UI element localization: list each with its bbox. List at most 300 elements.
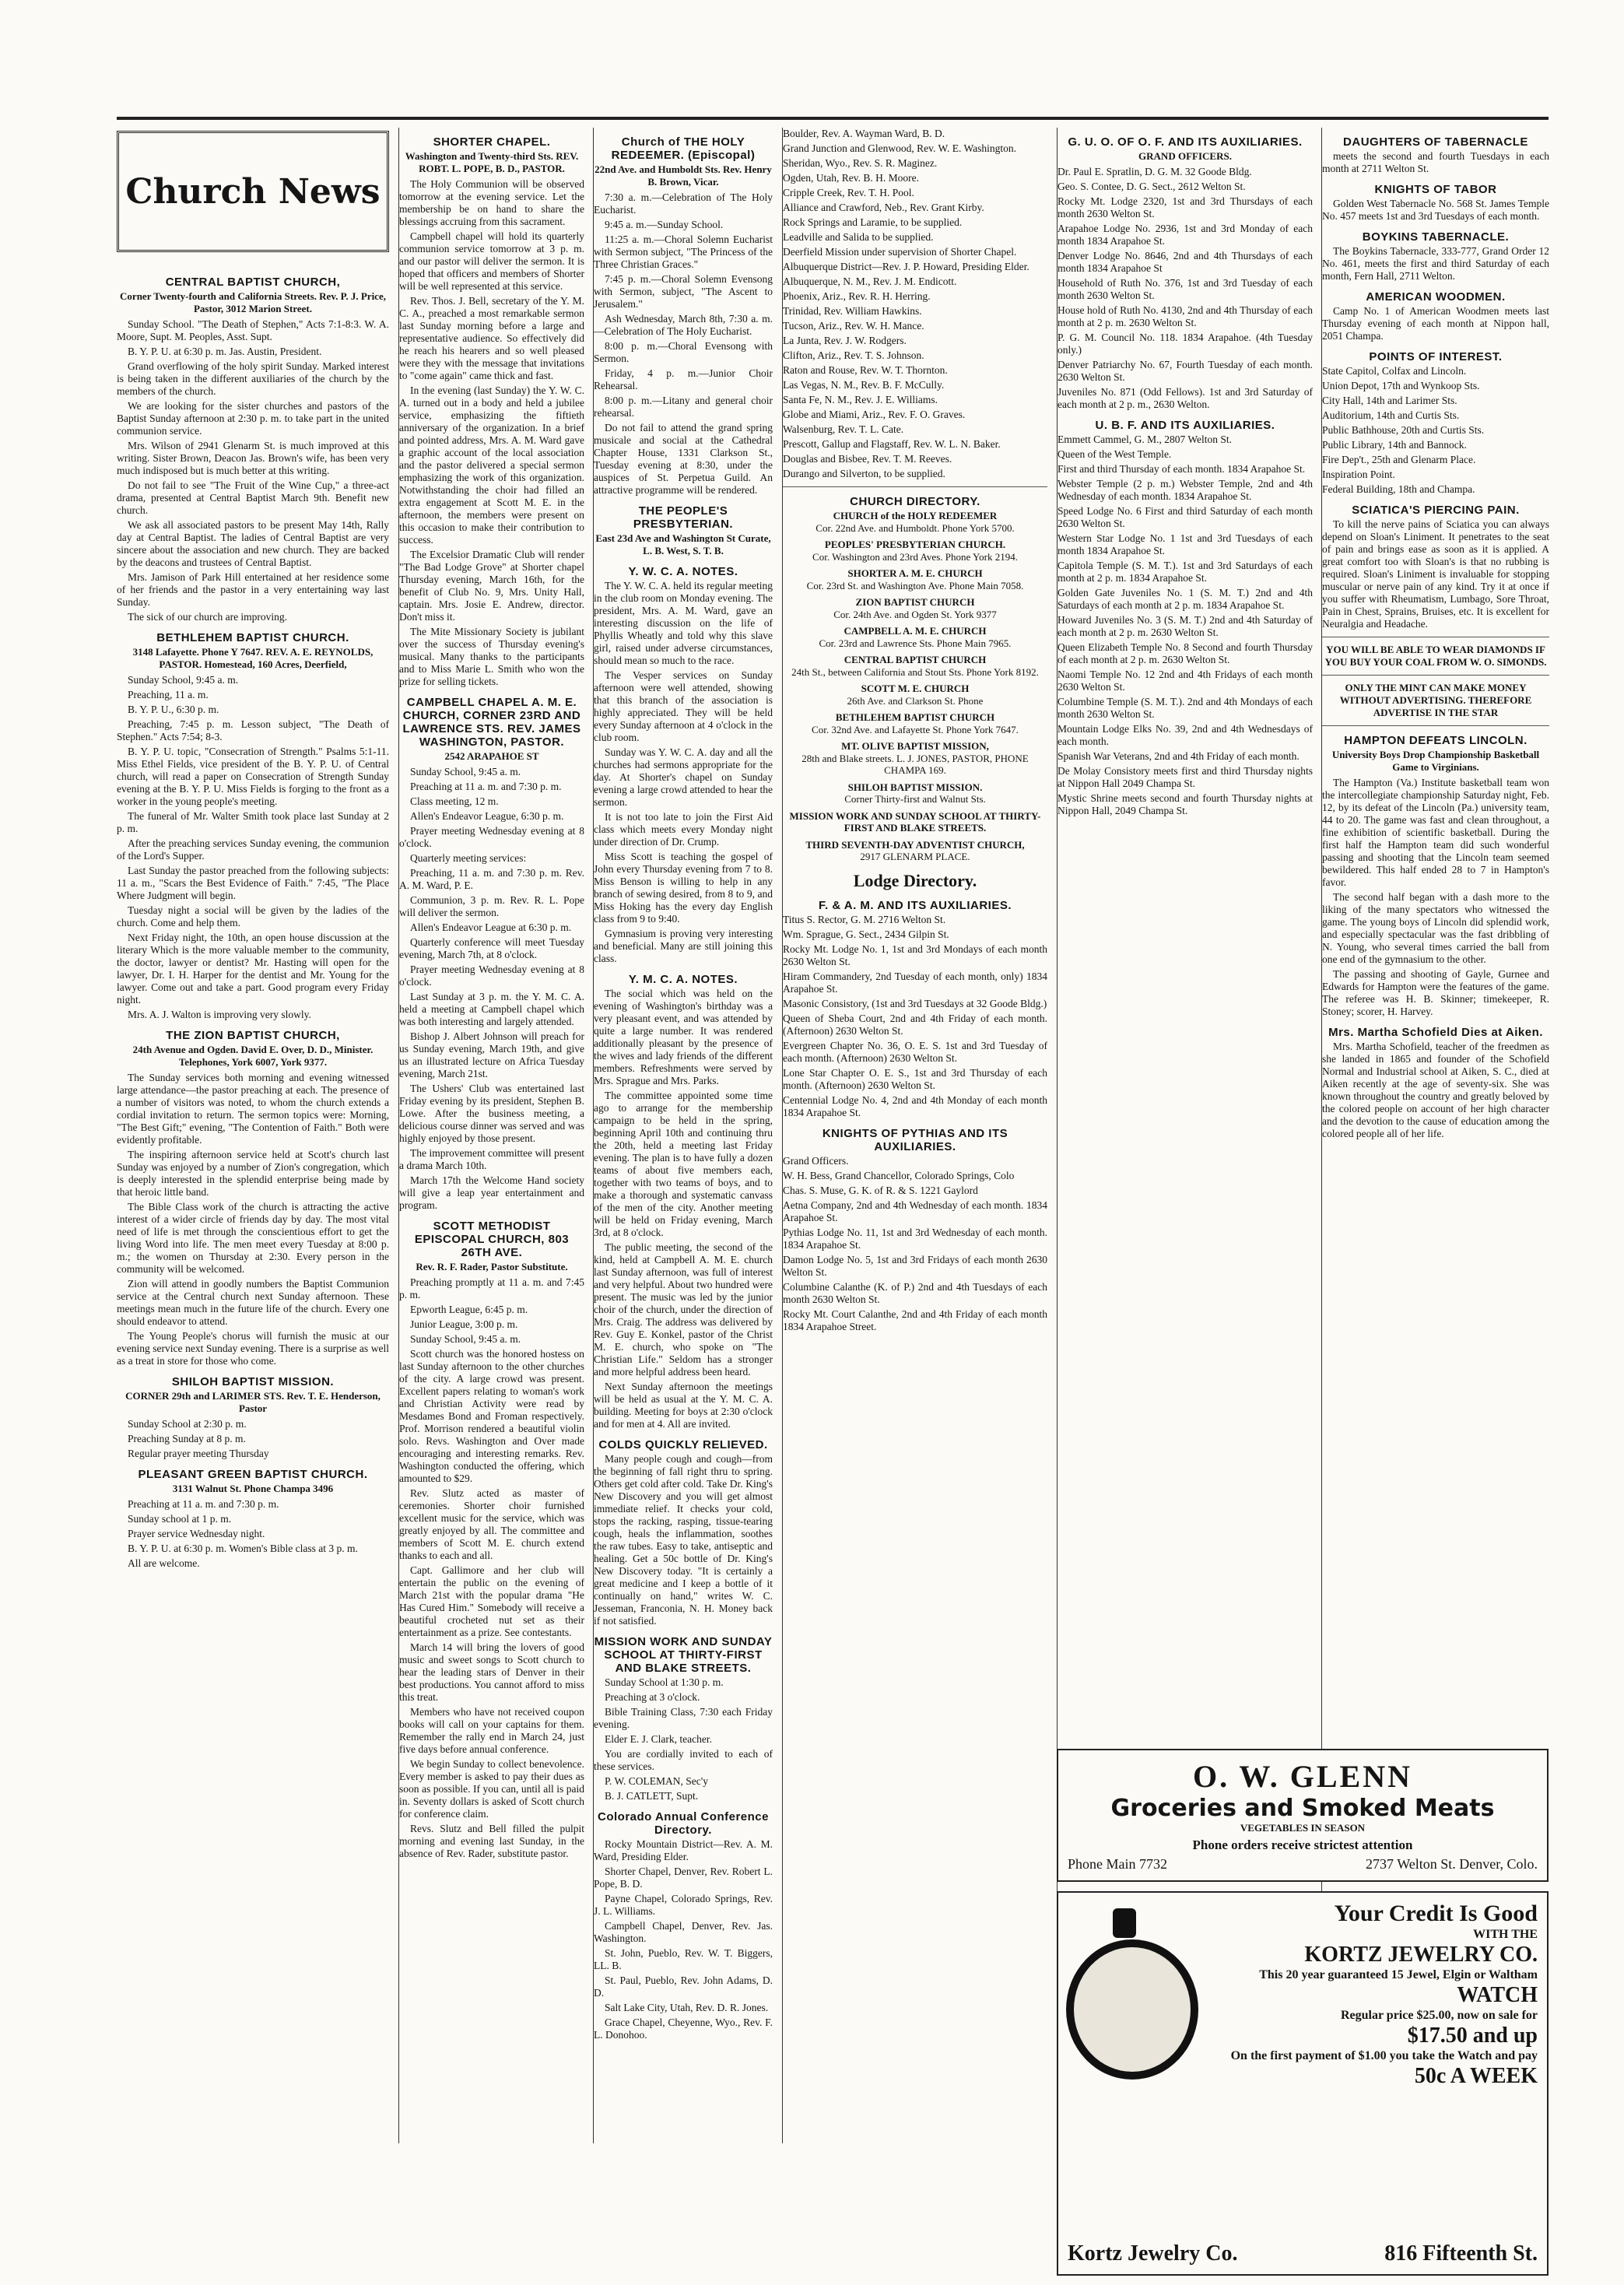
point-of-interest: Fire Dep't., 25th and Glenarm Place. xyxy=(1322,454,1476,465)
article-paragraph: Preaching, 11 a. m. and 7:30 p. m. Rev. A. M. Ward, P. E. xyxy=(399,867,584,891)
points-of-interest xyxy=(1322,365,1549,496)
article-heading: THE ZION BAPTIST CHURCH, xyxy=(166,1029,340,1042)
directory-church-name: ZION BAPTIST CHURCH xyxy=(855,596,975,608)
article-subheading: 22nd Ave. and Humboldt Sts. Rev. Henry B. Brown, Vicar. xyxy=(595,163,772,188)
conference-entry: Deerfield Mission under supervision of Shorter Chapel. xyxy=(783,246,1017,258)
article-paragraph: Sunday School at 1:30 p. m. xyxy=(605,1676,724,1688)
ubf-entry: Queen of the West Temple. xyxy=(1058,448,1172,460)
article-paragraph: Allen's Endeavor League, 6:30 p. m. xyxy=(410,810,564,822)
article-subheading: Washington and Twenty-third Sts. REV. ROBT. L. POPE, B. D., PASTOR. xyxy=(405,150,579,174)
article-paragraph: Preaching at 11 a. m. and 7:30 p. m. xyxy=(128,1498,279,1510)
glenn-phone-note: Phone orders receive strictest attention xyxy=(1192,1837,1413,1852)
kp-list xyxy=(783,1155,1047,1333)
glenn-name: O. W. GLENN xyxy=(1193,1759,1412,1794)
article-paragraph: Grand overflowing of the holy spirit Sunday. Marked interest is being taken in the different auxiliaries of the church by the members of the church. xyxy=(117,360,389,397)
article-paragraph: Preaching at 3 o'clock. xyxy=(605,1691,700,1703)
article-paragraph: Prayer meeting Wednesday evening at 8 o'clock. xyxy=(399,825,584,849)
ubf-list xyxy=(1058,433,1313,817)
article-heading: MISSION WORK AND SUNDAY SCHOOL AT THIRTY-FIRST AND BLAKE STREETS. xyxy=(594,1635,773,1675)
point-of-interest: State Capitol, Colfax and Lincoln. xyxy=(1322,365,1467,377)
article-subheading: 24th Avenue and Ogden. David E. Over, D. D., Minister. Telephones, York 6007, York 9377. xyxy=(132,1044,374,1068)
fraternal-heading: AMERICAN WOODMEN. xyxy=(1366,290,1506,304)
directory-church-address: Cor. 23rd St. and Washington Ave. Phone Main 7058. xyxy=(806,579,1024,591)
kortz-address: 816 Fifteenth St. xyxy=(1384,2241,1538,2266)
conference-entry: Trinidad, Rev. William Hawkins. xyxy=(783,305,922,317)
article-subheading: CORNER 29th and LARIMER STS. Rev. T. E. Henderson, Pastor xyxy=(125,1390,381,1414)
article-paragraph: St. Paul, Pueblo, Rev. John Adams, D. D. xyxy=(594,1974,773,1999)
article-paragraph: Members who have not received coupon books will call on your captains for them. Remember the rally end in March 24, just five days before annual conference. xyxy=(399,1706,584,1755)
conference-entry: Walsenburg, Rev. T. L. Cate. xyxy=(783,423,904,435)
ubf-entry: Capitola Temple (S. M. T.). 1st and 3rd Saturdays of each month at 2 p. m. 1834 Arapahoe St. xyxy=(1058,560,1313,584)
article-paragraph: The Sunday services both morning and evening witnessed large attendance—the pastor preaching at each. The presence of a number of visitors was noted, to whom the church extends a cordial invitation to return. The sermon topics were: Morning, "The Best Gift;" evening, "The Contention of Faith." Both were evidently profitable. xyxy=(117,1072,389,1146)
lodge-entry: Centennial Lodge No. 4, 2nd and 4th Monday of each month 1834 Arapahoe St. xyxy=(783,1093,1047,1118)
article-paragraph: Friday, 4 p. m.—Junior Choir Rehearsal. xyxy=(594,367,773,391)
conference-entry: Santa Fe, N. M., Rev. J. E. Williams. xyxy=(783,394,938,405)
article-paragraph: After the preaching services Sunday evening, the communion of the Lord's Supper. xyxy=(117,837,389,862)
directory-church-name: CENTRAL BAPTIST CHURCH xyxy=(844,654,987,665)
directory-entry xyxy=(783,740,1047,777)
article-paragraph: Sunday School. "The Death of Stephen," Acts 7:1-8:3. W. A. Moore, Supt. M. Peoples, Asst. Supt. xyxy=(117,318,389,342)
hampton-paragraph: The Hampton (Va.) Institute basketball team won the intercollegiate championship Saturday night, Feb. 12, by its defeat of the Lincoln (Pa.) university team, 44 to 20. The game was fast and clean throughout, a fine exhibition of scientific basketball. During the first half the Hampton team did such wonderful passing and shooting that the Lincoln team seemed bewildered. This half ended 28 to 7 in Hampton's favor. xyxy=(1322,777,1549,888)
article-paragraph: All are welcome. xyxy=(128,1557,200,1569)
church-directory-title: CHURCH DIRECTORY. xyxy=(850,495,980,508)
article-paragraph: Sunday School, 9:45 a. m. xyxy=(410,766,521,777)
article-paragraph: Mrs. A. J. Walton is improving very slowly. xyxy=(128,1009,311,1020)
article-paragraph: Mrs. Jamison of Park Hill entertained at her residence some of her friends and the pastor in a very entertaining way last Sunday. xyxy=(117,571,389,608)
article-paragraph: St. John, Pueblo, Rev. W. T. Biggers, LL. B. xyxy=(594,1947,773,1971)
point-of-interest: Inspiration Point. xyxy=(1322,469,1395,480)
directory-entry xyxy=(783,810,1047,834)
hampton-paragraph: The passing and shooting of Gayle, Gurnee and Edwards for Hampton were the features of the game. The referee was H. B. Skinner; timekeeper, R. Stoney; scorer, H. Harvey. xyxy=(1322,968,1549,1017)
article-paragraph: Miss Scott is teaching the gospel of John every Thursday evening from 7 to 8. Miss Benson is willing to help in any branch of sewing desired, from 8 to 9, and Miss Hoking has the every day English class from 9 to 9:40. xyxy=(594,851,773,925)
directory-church-address: Cor. 23rd and Lawrence Sts. Phone Main 7965. xyxy=(819,637,1012,649)
article-paragraph: Allen's Endeavor League at 6:30 p. m. xyxy=(410,921,572,933)
fam-heading: F. & A. M. AND ITS AUXILIARIES. xyxy=(818,898,1012,912)
column-1 xyxy=(117,128,389,2143)
directory-church-address: Corner Thirty-first and Walnut Sts. xyxy=(844,793,986,805)
kp-entry: Chas. S. Muse, G. K. of R. & S. 1221 Gaylord xyxy=(783,1184,978,1196)
masthead-title: Church News xyxy=(125,171,381,212)
article-paragraph: Elder E. J. Clark, teacher. xyxy=(605,1733,712,1745)
article-paragraph: The Excelsior Dramatic Club will render "The Bad Lodge Grove" at Shorter chapel Thursday evening, March 16th, for the benefit of Club No. 9, Mrs. Unity Hall, captain. Mrs. Josie E. Andrew, director. Don't miss it. xyxy=(399,549,584,623)
article-paragraph: 7:30 a. m.—Celebration of The Holy Eucharist. xyxy=(594,191,773,216)
fraternal-heading: POINTS OF INTEREST. xyxy=(1369,350,1503,363)
kortz-regular-price: Regular price $25.00, now on sale for xyxy=(1340,2009,1538,2022)
mint-ad: ONLY THE MINT CAN MAKE MONEY WITHOUT ADVERTISING. THEREFORE ADVERTISE IN THE STAR xyxy=(1339,682,1532,718)
directory-church-name: MT. OLIVE BAPTIST MISSION, xyxy=(841,740,989,752)
article-heading: Colorado Annual Conference Directory. xyxy=(598,1810,769,1837)
article-paragraph: Bible Training Class, 7:30 each Friday evening. xyxy=(594,1706,773,1730)
directory-church-name: SHILOH BAPTIST MISSION. xyxy=(847,781,983,793)
article-paragraph: Mrs. Wilson of 2941 Glenarm St. is much improved at this writing. Sister Brown, Deacon Jas. Brown's wife, has been very much indisposed but is much better at this writing. xyxy=(117,440,389,476)
article-paragraph: Junior League, 3:00 p. m. xyxy=(410,1318,518,1330)
column-2 xyxy=(398,128,584,2143)
article-paragraph: Rocky Mountain District—Rev. A. M. Ward, Presiding Elder. xyxy=(594,1838,773,1862)
kortz-sale-price: $17.50 and up xyxy=(1407,2024,1538,2048)
kortz-weekly: 50c A WEEK xyxy=(1414,2064,1538,2088)
directory-entry xyxy=(783,596,1047,620)
fraternal-text: Camp No. 1 of American Woodmen meets last Thursday evening of each month at Nippon hall, 2051 Champa. xyxy=(1322,305,1549,342)
article-paragraph: Sunday was Y. W. C. A. day and all the churches had sermons appropriate for the day. At Shorter's chapel on Sunday evening a large crowd attended to hear the sermon. xyxy=(594,746,773,808)
ads-area xyxy=(1057,1739,1549,2285)
article-paragraph: Last Sunday the pastor preached from the following subjects: 11 a. m., "Scars the Best Evidence of Faith." 7:45, "The Place Where Judgment will begin. xyxy=(117,865,389,901)
schofield-heading: Mrs. Martha Schofield Dies at Aiken. xyxy=(1328,1026,1543,1039)
ubf-entry: Queen Elizabeth Temple No. 8 Second and fourth Thursday of each month at 2 p. m. 2630 Welton St. xyxy=(1058,641,1313,665)
conference-list-continued xyxy=(783,128,1047,480)
conference-entry: Las Vegas, N. M., Rev. B. F. McCully. xyxy=(783,379,945,391)
directory-church-address: Cor. 24th Ave. and Ogden St. York 9377 xyxy=(833,608,997,620)
lodge-entry: Queen of Sheba Court, 2nd and 4th Friday of each month. (Afternoon) 2630 Welton St. xyxy=(783,1012,1047,1037)
conference-entry: Tucson, Ariz., Rev. W. H. Mance. xyxy=(783,320,924,332)
conference-entry: Globe and Miami, Ariz., Rev. F. O. Graves. xyxy=(783,409,966,420)
directory-church-address: 28th and Blake streets. L. J. JONES, PASTOR, PHONE CHAMPA 169. xyxy=(801,752,1029,776)
article-paragraph: B. Y. P. U., 6:30 p. m. xyxy=(128,704,219,715)
article-paragraph: The funeral of Mr. Walter Smith took place last Sunday at 2 p. m. xyxy=(117,810,389,834)
article-paragraph: The Vesper services on Sunday afternoon were well attended, showing that this branch of the association is highly appreciated. They will be held every Sunday afternoon at 4 o'clock in the club room. xyxy=(594,669,773,743)
ubf-entry: Emmett Cammel, G. M., 2807 Welton St. xyxy=(1058,433,1233,445)
article-paragraph: Next Friday night, the 10th, an open house discussion at the literary Which is the more valuable member to the community, the doctor, lawyer or dentist? Mr. Hasting will open for the lawyer, Dr. I. H. Harper for the dentist and Mr. Young for the lawyer. Come out and take a part. Good program every Friday night. xyxy=(117,932,389,1006)
article-paragraph: The Bible Class work of the church is attracting the active interest of a wider circle of friends day by day. The most vital need of life is met through the conscientious effort to get the living Word into life. The men meet every Tuesday at 8:00 p. m.; the women on Thursday at 2:30. Every person in the community will be welcomed. xyxy=(117,1201,389,1275)
column-3 xyxy=(593,128,773,2143)
guo-entry: Rocky Mt. Lodge 2320, 1st and 3rd Thursdays of each month 2630 Welton St. xyxy=(1058,195,1313,219)
kortz-with: WITH THE xyxy=(1473,1928,1538,1941)
article-paragraph: B. Y. P. U. topic, "Consecration of Strength." Psalms 5:1-11. Miss Ethel Fields, vice president of the B. Y. P. U. of Central church, will read a paper on Consecration of Strength Sunday evening at the B. Y. P. U. Miss Fields is forging to the front as a worker in the young people's meeting. xyxy=(117,746,389,807)
article-paragraph: Preaching, 11 a. m. xyxy=(128,689,209,700)
lodge-entry: Evergreen Chapter No. 36, O. E. S. 1st and 3rd Tuesday of each month. (Afternoon) 2630 Welton St. xyxy=(783,1039,1047,1064)
directory-church-name: CAMPBELL A. M. E. CHURCH xyxy=(844,625,987,637)
directory-entry xyxy=(783,567,1047,591)
directory-church-name: SCOTT M. E. CHURCH xyxy=(861,683,970,694)
schofield-text: Mrs. Martha Schofield, teacher of the freedmen as she landed in 1865 and founder of the Schofield Normal and Industrial school at Aiken, S. C., died at Aiken recently at the age of seventy-six. She was known throughout the country and greatly beloved by the colored people on account of her high character and the devotion to the cause of education among the colored people all of her life. xyxy=(1322,1041,1549,1139)
article-heading: COLDS QUICKLY RELIEVED. xyxy=(598,1438,768,1451)
directory-entry xyxy=(783,625,1047,649)
article-paragraph: Zion will attend in goodly numbers the Baptist Communion service at the Central church next Sunday afternoon. These meetings mean much in the future life of the church. Every one should endeavor to attend. xyxy=(117,1278,389,1327)
article-paragraph: Rev. Slutz acted as master of ceremonies. Shorter choir furnished excellent music for the service, which was greatly enjoyed by all. The committee and members of Scott M. E. church extend thanks to each and all. xyxy=(399,1487,584,1561)
lodge-directory-title: Lodge Directory. xyxy=(853,870,977,890)
top-rule xyxy=(117,117,1549,120)
guo-entry: Juveniles No. 871 (Odd Fellows). 1st and 3rd Saturday of each month at 2 p. m., 2630 Welton. xyxy=(1058,386,1313,410)
kortz-ad xyxy=(1057,1891,1549,2276)
conference-entry: Prescott, Gallup and Flagstaff, Rev. W. L. N. Baker. xyxy=(783,438,1001,450)
article-paragraph: Preaching, 7:45 p. m. Lesson subject, "The Death of Stephen." Acts 7:54; 8-3. xyxy=(117,718,389,742)
article-paragraph: Regular prayer meeting Thursday xyxy=(128,1448,269,1459)
article-paragraph: Prayer service Wednesday night. xyxy=(128,1528,265,1539)
article-paragraph: Next Sunday afternoon the meetings will be held as usual at the Y. M. C. A. building. Meeting for boys at 2:30 o'clock and for men at 4. All are invited. xyxy=(594,1381,773,1430)
directory-church-address: 26th Ave. and Clarkson St. Phone xyxy=(847,694,984,707)
article-paragraph: March 14 will bring the lovers of good music and sweet songs to Scott church to hear the leading stars of Denver in their best productions. You cannot afford to miss this treat. xyxy=(399,1641,584,1703)
article-paragraph: Sunday school at 1 p. m. xyxy=(128,1513,232,1525)
article-heading: CAMPBELL CHAPEL A. M. E. CHURCH, CORNER 23RD AND LAWRENCE STS. REV. JAMES WASHINGTON, PASTOR. xyxy=(402,696,581,749)
article-subheading: 3131 Walnut St. Phone Champa 3496 xyxy=(172,1483,334,1494)
article-paragraph: Grace Chapel, Cheyenne, Wyo., Rev. F. L. Donohoo. xyxy=(594,2016,773,2041)
article-paragraph: We begin Sunday to collect benevolence. Every member is asked to pay their dues as soon as possible. If you can, until all is paid in. Seventy dollars is asked of Scott church for conference claim. xyxy=(399,1758,584,1820)
article-paragraph: It is not too late to join the First Aid class which meets every Monday night under direction of Dr. Crump. xyxy=(594,811,773,848)
directory-entry xyxy=(783,683,1047,707)
point-of-interest: Auditorium, 14th and Curtis Sts. xyxy=(1322,409,1460,421)
ubf-heading: U. B. F. AND ITS AUXILIARIES. xyxy=(1095,419,1275,432)
article-paragraph: 9:45 a. m.—Sunday School. xyxy=(605,219,724,230)
directory-entry xyxy=(783,510,1047,534)
article-paragraph: The committee appointed some time ago to arrange for the membership campaign to be held in the spring, beginning April 10th and continuing thru the 20th, held a meeting last Friday evening. The plan is to have fully a dozen teams of about five members each, together with two teams of boys, and to make a thorough and systematic canvass of the men of the city. Another meeting will be held on Friday evening, March 3rd, at 8 o'clock. xyxy=(594,1090,773,1238)
sciatica-text: To kill the nerve pains of Sciatica you can always depend on Sloan's Liniment. It penetrates to the seat of pain and brings ease as soon as it is applied. A great comfort too with Sloan's is that no rubbing is required. Sloan's Liniment is invaluable for stopping muscular or nerve pain of any kind. Try it at once if you suffer with Rheumatism, Lumbago, Sore Throat, Pain in Chest, Sprains, Bruises, etc. It is excellent for Neuralgia and Headache. xyxy=(1322,518,1549,630)
article-paragraph: The public meeting, the second of the kind, held at Campbell A. M. E. church last Sunday afternoon, was full of interest and very helpful. About two hundred were present. The music was led by the junior choir of the church, under the direction of Mrs. Craig. The address was delivered by Rev. Guy E. Konkel, pastor of the Christ M. E. church, who spoke on "The Christian Life." Seldom has a stronger and more helpful address been heard. xyxy=(594,1241,773,1378)
article-paragraph: Sunday School, 9:45 a. m. xyxy=(410,1333,521,1345)
guo-list xyxy=(1058,166,1313,411)
ubf-entry: Spanish War Veterans, 2nd and 4th Friday of each month. xyxy=(1058,750,1300,762)
kp-entry: Damon Lodge No. 5, 1st and 3rd Fridays of each month 2630 Welton St. xyxy=(783,1253,1047,1278)
hampton-sub: University Boys Drop Championship Basketball Game to Virginians. xyxy=(1331,749,1540,773)
fraternal-text: The Boykins Tabernacle, 333-777, Grand Order 12 No. 461, meets the first and third Saturday of each month, Fern Hall, 2711 Welton. xyxy=(1322,245,1549,282)
church-directory xyxy=(783,510,1047,863)
article-paragraph: In the evening (last Sunday) the Y. W. C. A. turned out in a body and held a jubilee service, emphasizing the fiftieth anniversary of the organization. In a brief and pointed address, Mrs. A. M. Ward gave a graphic account of the local association and the pastor delivered a special sermon emphasizing the work of this organization. Notwithstanding the choir had filled an extra engagement at Scott M. E. in the afternoon, the members were present on this occasion to make their contribution to success. xyxy=(399,384,584,546)
article-paragraph: B. Y. P. U. at 6:30 p. m. Women's Bible class at 3 p. m. xyxy=(128,1543,358,1554)
kortz-watch: WATCH xyxy=(1457,1983,1538,2007)
ubf-entry: Mystic Shrine meets second and fourth Thursday nights at Nippon Hall, 2049 Champa St. xyxy=(1058,792,1313,816)
article-paragraph: Revs. Slutz and Bell filled the pulpit morning and evening last Sunday, in the absence of Rev. Rader, substitute pastor. xyxy=(399,1823,584,1859)
conference-entry: Rock Springs and Laramie, to be supplied. xyxy=(783,216,963,228)
point-of-interest: City Hall, 14th and Larimer Sts. xyxy=(1322,395,1457,406)
ubf-entry: De Molay Consistory meets first and third Thursday nights at Nippon Hall 2049 Champa St. xyxy=(1058,765,1313,789)
lodge-entry: Rocky Mt. Lodge No. 1, 1st and 3rd Mondays of each month 2630 Welton St. xyxy=(783,942,1047,967)
article-paragraph: You are cordially invited to each of these services. xyxy=(594,1748,773,1772)
article-paragraph: Do not fail to attend the grand spring musicale and social at the Cathedral Chapter House, 1331 Clarkson St., Tuesday evening at 8:30, under the auspices of St. Perpetua Guild. An attractive programme will be rendered. xyxy=(594,422,773,496)
article-heading: Y. W. C. A. NOTES. xyxy=(628,565,738,578)
directory-entry xyxy=(783,781,1047,806)
article-paragraph: B. J. CATLETT, Supt. xyxy=(605,1790,699,1802)
ubf-entry: Naomi Temple No. 12 2nd and 4th Fridays of each month 2630 Welton St. xyxy=(1058,669,1313,693)
kortz-credit: Your Credit Is Good xyxy=(1334,1901,1538,1926)
directory-entry xyxy=(783,654,1047,678)
article-paragraph: The sick of our church are improving. xyxy=(128,611,288,623)
glenn-address: 2737 Welton St. Denver, Colo. xyxy=(1366,1856,1538,1872)
article-paragraph: Ash Wednesday, March 8th, 7:30 a. m.—Celebration of The Holy Eucharist. xyxy=(594,313,773,337)
article-paragraph: Preaching at 11 a. m. and 7:30 p. m. xyxy=(410,781,562,792)
article-paragraph: Salt Lake City, Utah, Rev. D. R. Jones. xyxy=(605,2002,769,2013)
hampton-text xyxy=(1322,777,1549,1018)
guo-entry: Denver Patriarchy No. 67, Fourth Tuesday of each month. 2630 Welton St. xyxy=(1058,359,1313,383)
glenn-phone: Phone Main 7732 xyxy=(1068,1856,1167,1872)
guo-entry: P. G. M. Council No. 118. 1834 Arapahoe. (4th Tuesday only.) xyxy=(1058,332,1313,356)
sciatica-heading: SCIATICA'S PIERCING PAIN. xyxy=(1352,504,1520,517)
article-paragraph: We ask all associated pastors to be present May 14th, Rally day at Central Baptist. The ladies of Central Baptist are very sincere about the association and new church. They are backed by the deacons and trustees of Central Baptist. xyxy=(117,519,389,568)
lodge-entry: Titus S. Rector, G. M. 2716 Welton St. xyxy=(783,913,946,925)
hampton-paragraph: The second half began with a dash more to the liking of the many spectators who witnessed the game. The young boys of Lincoln did splendid work, and especially spectacular was the fast dribbling of N. Young, who several times carried the ball from one end of the gymnasium to the other. xyxy=(1322,891,1549,965)
conference-entry: Raton and Rouse, Rev. W. T. Thornton. xyxy=(783,364,948,376)
fraternal-heading: KNIGHTS OF TABOR xyxy=(1374,183,1497,196)
conference-entry: Clifton, Ariz., Rev. T. S. Johnson. xyxy=(783,349,924,361)
article-subheading: Rev. R. F. Rader, Pastor Substitute. xyxy=(416,1261,568,1272)
article-paragraph: The Ushers' Club was entertained last Friday evening by its president, Stephen B. Lowe. After the business meeting, a delicious course dinner was served and was highly enjoyed by those present. xyxy=(399,1083,584,1144)
article-paragraph: 11:25 a. m.—Choral Solemn Eucharist with Sermon subject, "The Princess of the Three Christian Graces." xyxy=(594,233,773,270)
directory-church-name: PEOPLES' PRESBYTERIAN CHURCH. xyxy=(824,539,1006,550)
ubf-entry: Western Star Lodge No. 1 1st and 3rd Tuesdays of each month 1834 Arapahoe St. xyxy=(1058,532,1313,556)
kp-entry: Rocky Mt. Court Calanthe, 2nd and 4th Friday of each month 1834 Arapahoe Street. xyxy=(783,1307,1047,1332)
article-paragraph: P. W. COLEMAN, Sec'y xyxy=(605,1775,708,1787)
conference-entry: Boulder, Rev. A. Wayman Ward, B. D. xyxy=(783,128,945,139)
article-heading: PLEASANT GREEN BAPTIST CHURCH. xyxy=(138,1468,368,1481)
article-paragraph: The improvement committee will present a drama March 10th. xyxy=(399,1147,584,1171)
kortz-name: Kortz Jewelry Co. xyxy=(1068,2241,1238,2266)
kp-entry: Columbine Calanthe (K. of P.) 2nd and 4th Tuesdays of each month 2630 Welton St. xyxy=(783,1280,1047,1305)
article-paragraph: Campbell chapel will hold its quarterly communion service tomorrow at 3 p. m. and our pastor will deliver the sermon. It is hoped that officers and members of Shorter will be well represented at this service. xyxy=(399,230,584,292)
lodge-entry: Masonic Consistory, (1st and 3rd Tuesdays at 32 Goode Bldg.) xyxy=(783,997,1047,1009)
glenn-veg: VEGETABLES IN SEASON xyxy=(1240,1822,1366,1834)
directory-church-address: Cor. 32nd Ave. and Lafayette St. Phone York 7647. xyxy=(812,723,1019,735)
article-paragraph: The social which was held on the evening of Washington's birthday was a very pleasant event, and was attended by quite a large number. It was rendered additionally pleasant by the presence of the wives and lady friends of the different members. Refreshments were served by Mrs. Sprague and Mrs. Parks. xyxy=(594,988,773,1086)
kortz-company: KORTZ JEWELRY CO. xyxy=(1304,1943,1538,1967)
guo-entry: Geo. S. Contee, D. G. Sect., 2612 Welton St. xyxy=(1058,181,1246,192)
article-paragraph: Payne Chapel, Colorado Springs, Rev. J. L. Williams. xyxy=(594,1893,773,1917)
kp-entry: W. H. Bess, Grand Chancellor, Colorado Springs, Colo xyxy=(783,1169,1015,1181)
lodge-list xyxy=(783,914,1047,1119)
glenn-ad xyxy=(1057,1749,1549,1882)
conference-entry: Alliance and Crawford, Neb., Rev. Grant Kirby. xyxy=(783,202,984,213)
guo-entry: Denver Lodge No. 8646, 2nd and 4th Thursdays of each month 1834 Arapahoe St xyxy=(1058,250,1313,274)
article-paragraph: Scott church was the honored hostess on last Sunday afternoon to the other churches of the city. A large crowd was present. Excellent papers relating to woman's work and Christian Activity were read by Mesdames Bond and Froman respectively. Prof. Morrison rendered a beautiful violin solo. Revs. Washington and Over made encouraging and interesting remarks. Rev. Washington conducted the offering, which amounted to $29. xyxy=(399,1348,584,1484)
article-paragraph: Campbell Chapel, Denver, Rev. Jas. Washington. xyxy=(594,1920,773,1944)
directory-entry xyxy=(783,539,1047,563)
article-subheading: East 23d Ave and Washington St Curate, L. B. West, S. T. B. xyxy=(595,532,771,556)
article-paragraph: Gymnasium is proving very interesting and beneficial. Many are still joining this class. xyxy=(594,928,773,964)
lodge-entry: Hiram Commandery, 2nd Tuesday of each month, only) 1834 Arapahoe St. xyxy=(783,970,1047,995)
article-paragraph: The Mite Missionary Society is jubilant over the success of Thursday evening's musical. Many thanks to the participants and to Miss Marie L. Smith who won the prize for selling tickets. xyxy=(399,626,584,687)
article-paragraph: Sunday School at 2:30 p. m. xyxy=(128,1418,247,1430)
article-paragraph: Capt. Gallimore and her club will entertain the public on the evening of March 21st with the popular drama "He Has Cured Him." Somebody will receive a beautiful crocheted nut set as their entertainment as a prize. See contestants. xyxy=(399,1564,584,1638)
kortz-payment: On the first payment of $1.00 you take the Watch and pay xyxy=(1230,2049,1538,2062)
fraternal-heading: DAUGHTERS OF TABERNACLE xyxy=(1343,135,1528,149)
ubf-entry: Columbine Temple (S. M. T.). 2nd and 4th Mondays of each month 2630 Welton St. xyxy=(1058,696,1313,720)
ubf-entry: Mountain Lodge Elks No. 39, 2nd and 4th Wednesdays of each month. xyxy=(1058,723,1313,747)
article-heading: SCOTT METHODIST EPISCOPAL CHURCH, 803 26TH AVE. xyxy=(414,1220,570,1259)
article-paragraph: Epworth League, 6:45 p. m. xyxy=(410,1304,528,1315)
fraternal-blocks xyxy=(1322,135,1549,363)
lodge-entry: Lone Star Chapter O. E. S., 1st and 3rd Thursday of each month. (Afternoon) 2630 Welton St. xyxy=(783,1066,1047,1091)
article-heading: THE PEOPLE'S PRESBYTERIAN. xyxy=(633,504,734,531)
guo-entry: Dr. Paul E. Spratlin, D. G. M. 32 Goode Bldg. xyxy=(1058,166,1252,177)
article-subheading: 3148 Lafayette. Phone Y 7647. REV. A. E. REYNOLDS, PASTOR. Homestead, 160 Acres, Deerfield, xyxy=(132,646,374,670)
kp-entry: Pythias Lodge No. 11, 1st and 3rd Wednesday of each month. 1834 Arapahoe St. xyxy=(783,1226,1047,1251)
point-of-interest: Public Library, 14th and Bannock. xyxy=(1322,439,1467,451)
article-paragraph: Prayer meeting Wednesday evening at 8 o'clock. xyxy=(399,963,584,988)
point-of-interest: Union Depot, 17th and Wynkoop Sts. xyxy=(1322,380,1480,391)
guo-entry: Household of Ruth No. 376, 1st and 3rd Tuesday of each month 2630 Welton St. xyxy=(1058,277,1313,301)
ubf-entry: First and third Thursday of each month. 1834 Arapahoe St. xyxy=(1058,463,1306,475)
lodge-entry: Wm. Sprague, G. Sect., 2434 Gilpin St. xyxy=(783,928,949,940)
conference-entry: Leadville and Salida to be supplied. xyxy=(783,231,934,243)
article-paragraph: Communion, 3 p. m. Rev. R. L. Pope will deliver the sermon. xyxy=(399,894,584,918)
directory-entry xyxy=(783,839,1047,863)
article-paragraph: The Holy Communion will be observed tomorrow at the evening service. Let the membership be on hand to share the blessings accruing from this sacrament. xyxy=(399,178,584,227)
conference-entry: La Junta, Rev. J. W. Rodgers. xyxy=(783,335,907,346)
conference-entry: Douglas and Bisbee, Rev. T. M. Reeves. xyxy=(783,453,952,465)
article-subheading: 2542 ARAPAHOE ST xyxy=(444,750,539,762)
directory-church-name: MISSION WORK AND SUNDAY SCHOOL AT THIRTY-FIRST AND BLAKE STREETS. xyxy=(789,809,1041,834)
guo-sub: GRAND OFFICERS. xyxy=(1138,150,1232,162)
conference-entry: Albuquerque District—Rev. J. P. Howard, Presiding Elder. xyxy=(783,261,1029,272)
guo-heading: G. U. O. OF O. F. AND ITS AUXILIARIES. xyxy=(1068,135,1303,149)
conference-entry: Phoenix, Ariz., Rev. R. H. Herring. xyxy=(783,290,931,302)
article-paragraph: The Young People's chorus will furnish the music at our evening service next Sunday evening. There is a surprise as well as a treat in store for those who come. xyxy=(117,1330,389,1367)
directory-entry xyxy=(783,711,1047,735)
hampton-heading: HAMPTON DEFEATS LINCOLN. xyxy=(1344,734,1528,747)
directory-church-name: BETHLEHEM BAPTIST CHURCH xyxy=(835,711,995,723)
pocket-watch-icon xyxy=(1066,1939,1198,2080)
ubf-entry: Speed Lodge No. 6 First and third Saturday of each month 2630 Welton St. xyxy=(1058,505,1313,529)
kp-entry: Grand Officers. xyxy=(783,1154,849,1167)
article-heading: SHILOH BAPTIST MISSION. xyxy=(171,1375,335,1388)
diamonds-ad: YOU WILL BE ABLE TO WEAR DIAMONDS IF YOU BUY YOUR COAL FROM W. O. SIMONDS. xyxy=(1324,644,1547,668)
directory-church-address: Cor. 22nd Ave. and Humboldt. Phone York 5700. xyxy=(816,521,1015,534)
guo-entry: House hold of Ruth No. 4130, 2nd and 4th Thursday of each month at 2 p. m. 2630 Welton St. xyxy=(1058,304,1313,328)
ubf-entry: Golden Gate Juveniles No. 1 (S. M. T.) 2nd and 4th Saturdays of each month at 2 p. m. 1834 Arapahoe St. xyxy=(1058,587,1313,611)
article-paragraph: We are looking for the sister churches and pastors of the Baptist Sunday afternoon at 2:30 p. m. to take part in the united communion service. xyxy=(117,400,389,437)
fraternal-text: meets the second and fourth Tuesdays in each month at 2711 Welton St. xyxy=(1322,150,1549,174)
article-paragraph: The inspiring afternoon service held at Scott's church last Sunday was enjoyed by a number of Zion's congregation, which is deeply interested in the splendid enterprise being made by that heroic little band. xyxy=(117,1149,389,1198)
conference-entry: Durango and Silverton, to be supplied. xyxy=(783,468,945,479)
article-paragraph: The Y. W. C. A. held its regular meeting in the club room on Monday evening. The president, Mrs. A. M. Ward, gave an interesting discussion on the life of Phyllis Wheatly and told why this slave girl, raised under adverse circumstances, should mean so much to the race. xyxy=(594,580,773,666)
article-paragraph: 7:45 p. m.—Choral Solemn Evensong with Sermon, subject, "The Ascent to Jerusalem." xyxy=(594,273,773,310)
kp-heading: KNIGHTS OF PYTHIAS AND ITS AUXILIARIES. xyxy=(822,1126,1008,1153)
newspaper-page xyxy=(117,117,1549,2266)
article-paragraph: Quarterly conference will meet Tuesday evening, March 7th, at 8 o'clock. xyxy=(399,936,584,960)
ubf-entry: Webster Temple (2 p. m.) Webster Temple, 2nd and 4th Wednesday of each month. 1834 Arapahoe St. xyxy=(1058,478,1313,502)
glenn-line: Groceries and Smoked Meats xyxy=(1110,1795,1495,1822)
conference-entry: Sheridan, Wyo., Rev. S. R. Maginez. xyxy=(783,157,938,169)
conference-entry: Cripple Creek, Rev. T. H. Pool. xyxy=(783,187,914,198)
kp-entry: Aetna Company, 2nd and 4th Wednesday of each month. 1834 Arapahoe St. xyxy=(783,1199,1047,1223)
directory-church-address: Cor. Washington and 23rd Aves. Phone York 2194. xyxy=(812,550,1018,563)
directory-church-address: 24th St., between California and Stout Sts. Phone York 8192. xyxy=(791,665,1039,678)
directory-church-name: CHURCH of the HOLY REDEEMER xyxy=(833,510,998,521)
kortz-guarantee: This 20 year guaranteed 15 Jewel, Elgin or Waltham xyxy=(1259,1968,1538,1981)
conference-entry: Ogden, Utah, Rev. B. H. Moore. xyxy=(783,172,919,184)
conference-entry: Grand Junction and Glenwood, Rev. W. E. Washington. xyxy=(783,142,1017,154)
article-paragraph: Quarterly meeting services: xyxy=(410,852,527,864)
article-paragraph: Preaching Sunday at 8 p. m. xyxy=(128,1433,246,1444)
article-paragraph: March 17th the Welcome Hand society will give a leap year entertainment and program. xyxy=(399,1174,584,1211)
article-heading: Church of THE HOLY REDEEMER. (Episcopal) xyxy=(611,135,756,162)
article-heading: CENTRAL BAPTIST CHURCH, xyxy=(165,276,341,289)
article-paragraph: Shorter Chapel, Denver, Rev. Robert L. Pope, B. D. xyxy=(594,1866,773,1890)
article-paragraph: 8:00 p. m.—Litany and general choir rehearsal. xyxy=(594,395,773,419)
article-paragraph: Preaching promptly at 11 a. m. and 7:45 p. m. xyxy=(399,1276,584,1300)
column-4 xyxy=(782,128,1047,2143)
article-paragraph: Bishop J. Albert Johnson will preach for us Sunday evening, March 19th, and give us an illustrated lecture on Africa Tuesday evening, March 21st. xyxy=(399,1030,584,1079)
article-heading: SHORTER CHAPEL. xyxy=(433,135,551,149)
column-1-articles xyxy=(117,276,389,1570)
directory-church-name: SHORTER A. M. E. CHURCH xyxy=(847,567,983,579)
article-paragraph: Rev. Thos. J. Bell, secretary of the Y. M. C. A., preached a most remarkable sermon last Sunday morning before a large and representative audience. So effectively did he reach his hearers and so well pleased were they with the message that invitations to "come again" came thick and fast. xyxy=(399,295,584,381)
fraternal-heading: BOYKINS TABERNACLE. xyxy=(1362,230,1510,244)
article-paragraph: Class meeting, 12 m. xyxy=(410,795,499,807)
article-heading: BETHLEHEM BAPTIST CHURCH. xyxy=(156,631,349,644)
point-of-interest: Public Bathhouse, 20th and Curtis Sts. xyxy=(1322,424,1485,436)
masthead xyxy=(117,131,389,252)
directory-church-address: 2917 GLENARM PLACE. xyxy=(860,851,970,862)
article-paragraph: Many people cough and cough—from the beginning of fall right thru to spring. Others get cold after cold. Take Dr. King's New Discovery and you will get almost immediate relief. It checks your cold, stops the racking, rasping, tissue-tearing cough, heals the inflammation, soothes the raw tubes. Easy to take, antiseptic and healing. Get a 50c bottle of Dr. King's New Discovery today. "It is certainly a great medicine and I keep a bottle of it continually on hand," writes W. C. Jesseman, Franconia, N. H. Money back if not satisfied. xyxy=(594,1453,773,1627)
article-paragraph: Do not fail to see "The Fruit of the Wine Cup," a three-act drama, presented at Central Baptist March 9th. Benefit new church. xyxy=(117,479,389,516)
article-heading: Y. M. C. A. NOTES. xyxy=(628,973,738,986)
watch-crown-icon xyxy=(1113,1908,1136,1938)
article-paragraph: B. Y. P. U. at 6:30 p. m. Jas. Austin, President. xyxy=(128,346,322,357)
article-paragraph: Sunday School, 9:45 a. m. xyxy=(128,674,239,686)
ubf-entry: Howard Juveniles No. 3 (S. M. T.) 2nd and 4th Saturday of each month at 2 p. m. 2630 Welton St. xyxy=(1058,614,1313,638)
article-paragraph: Last Sunday at 3 p. m. the Y. M. C. A. held a meeting at Campbell chapel which was both interesting and largely attended. xyxy=(399,991,584,1027)
article-paragraph: 8:00 p. m.—Choral Evensong with Sermon. xyxy=(594,340,773,364)
point-of-interest: Federal Building, 18th and Champa. xyxy=(1322,483,1475,495)
fraternal-text: Golden West Tabernacle No. 568 St. James Temple No. 457 meets 1st and 3rd Tuesdays of each month. xyxy=(1322,198,1549,222)
conference-entry: Albuquerque, N. M., Rev. J. M. Endicott. xyxy=(783,276,957,287)
